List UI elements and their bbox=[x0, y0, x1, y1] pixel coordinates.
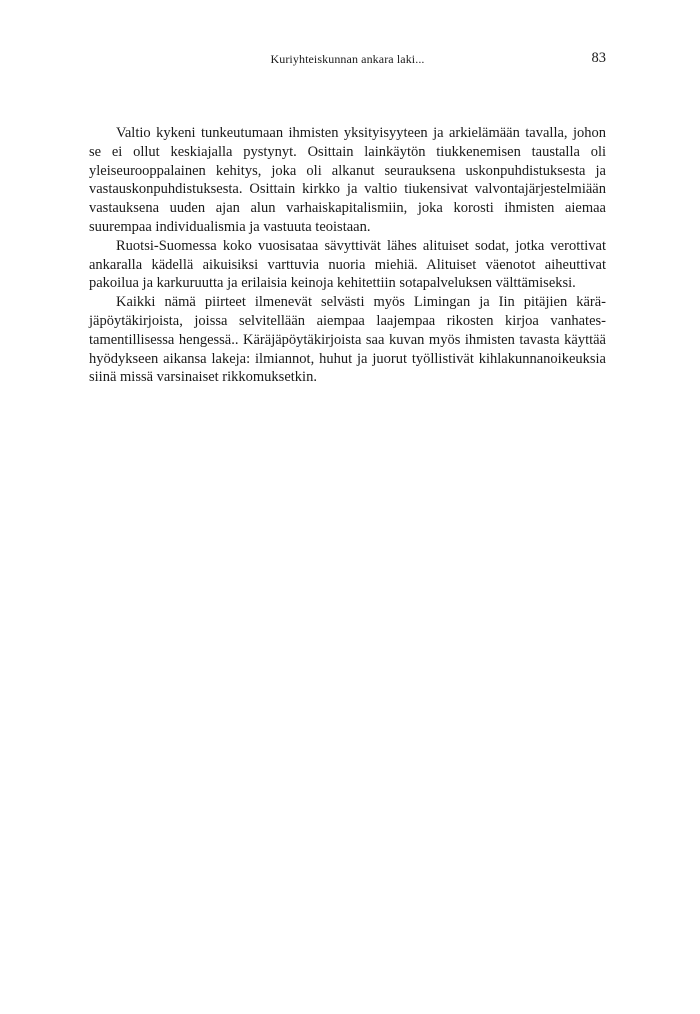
paragraph: Ruotsi-Suomessa koko vuosisataa sävyttivät lähes alituiset sodat, jotka verottivat ankaralla kädellä aikuisiksi varttuvia nuoria miehiä. Alituiset väenotot aiheuttivat pakoilua ja karkuruutta ja erilaisia keinoja kehitettiin sotapalveluksen välttämiseksi. bbox=[89, 237, 606, 292]
body-text bbox=[89, 124, 606, 387]
page-number: 83 bbox=[591, 50, 606, 66]
running-title: Kuriyhteiskunnan ankara laki... bbox=[270, 52, 425, 66]
paragraph: Kaikki nämä piirteet ilmenevät selvästi myös Limingan ja Iin pitäjien käräjäpöytäkirjoista, joissa selvitellään aiempaa laajempaa rikosten kirjoa vanhatestamentillisessa hengessä.. Käräjäpöytäkirjoista saa kuvan myös ihmisten tavasta käyttää hyödykseen aikansa lakeja: ilmiannot, huhut ja juorut työllistivät kihlakunnanoikeuksia siinä missä varsinaiset rikkomuksetkin. bbox=[89, 294, 606, 386]
paragraph: Valtio kykeni tunkeutumaan ihmisten yksityisyyteen ja arkielämään tavalla, johon se ei ollut keskiajalla pystynyt. Osittain lainkäytön tiukkenemisen taustalla oli yleiseurooppalainen kehitys, joka oli alkanut seurauksena uskonpuhdistuksesta ja vastauskonpuhdistuksesta. Osittain kirkko ja valtio tiukensivat valvontajärjestelmiään vastauksena uuden ajan alun varhaiskapitalismiin, joka korosti ihmisten aiemaa suurempaa individualismia ja vastuuta teoistaan. bbox=[89, 125, 606, 235]
running-header bbox=[89, 50, 606, 70]
